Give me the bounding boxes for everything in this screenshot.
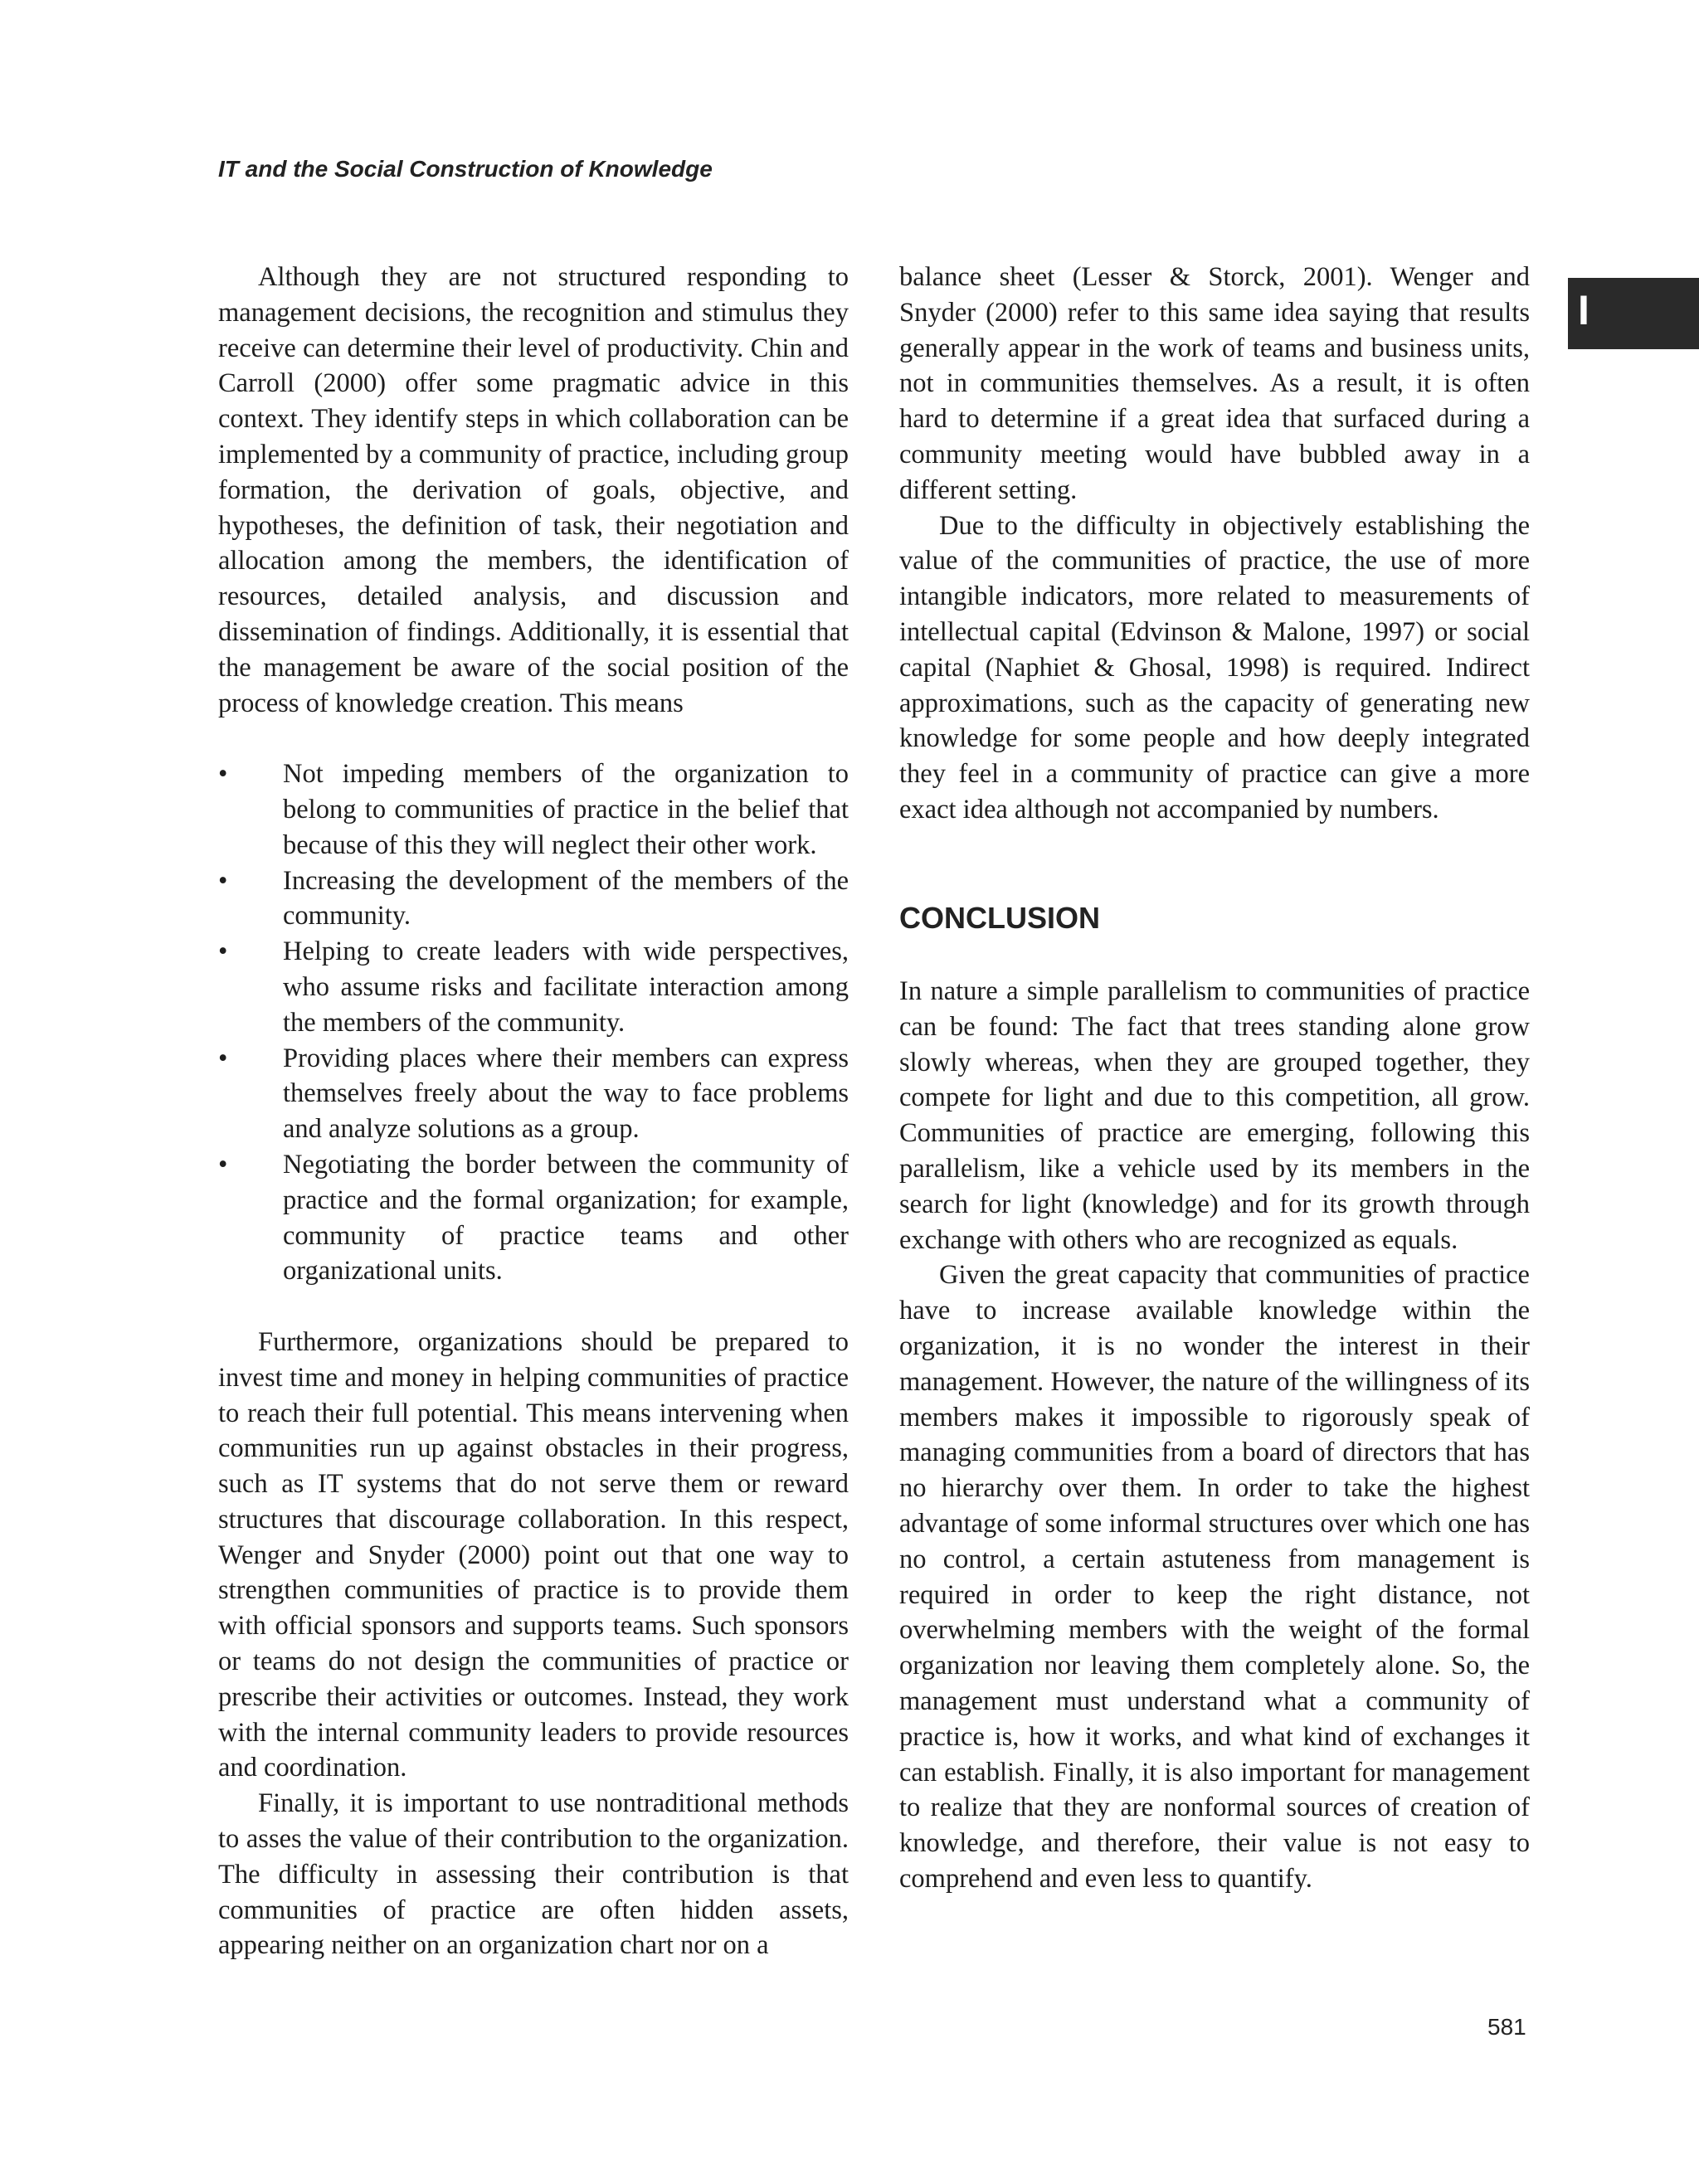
- list-item: [218, 863, 849, 935]
- conclusion-paragraph-1: In nature a simple parallelism to communities of practice can be found: The fact that trees standing alone grow slowly whereas, when they are grouped together, they compete for light and due to this competition, all grow. Communities of practice are emerging, following this parallelism, like a vehicle used by its members in the search for light (knowledge) and for its growth through exchange with others who are recognized as equals.: [899, 976, 1530, 1255]
- left-paragraph-2: Furthermore, organizations should be prepared to invest time and money in helping communities of practice to reach their full potential. This means intervening when communities run up against obstacles in their progress, such as IT systems that do not serve them or reward structures that discourage collaboration. In this respect, Wenger and Snyder (2000) point out that one way to strengthen communities of practice is to provide them with official sponsors and supports teams. Such sponsors or teams do not design the communities of practice or prescribe their activities or outcomes. Instead, they work with the internal community leaders to provide resources and coordination.: [218, 1326, 849, 1783]
- right-paragraph-1: balance sheet (Lesser & Storck, 2001). Wenger and Snyder (2000) refer to this same idea saying that results generally appear in the work of teams and business units, not in communities themselves. As a result, it is often hard to determine if a great idea that surfaced during a community meeting would have bubbled away in a different setting.: [899, 262, 1530, 505]
- list-item-text: Negotiating the border between the community of practice and the formal organization; for example, community of practice teams and other organizational units.: [283, 1149, 849, 1287]
- list-item-text: Providing places where their members can express themselves freely about the way to face problems and analyze solutions as a group.: [283, 1043, 849, 1145]
- list-item: [218, 934, 849, 1040]
- right-column-lower: [899, 974, 1530, 1897]
- bullet-marker: •: [218, 865, 228, 896]
- list-item-text: Increasing the development of the members of the community.: [283, 865, 849, 931]
- page-number: 581: [1487, 2014, 1526, 2040]
- right-paragraph-2: Due to the difficulty in objectively establishing the value of the communities of practice, the use of more intangible indicators, more related to measurements of intellectual capital (Edvinson & Malone, 1997) or social capital (Naphiet & Ghosal, 1998) is required. Indirect approximations, such as the capacity of generating new knowledge for some people and how deeply integrated they feel in a community of practice can give a more exact idea although not accompanied by numbers.: [899, 510, 1530, 824]
- section-heading-conclusion: CONCLUSION: [899, 901, 1100, 935]
- left-column: [218, 260, 849, 1963]
- section-tab-letter: I: [1578, 287, 1589, 333]
- right-column-upper: [899, 260, 1530, 828]
- list-item: [218, 756, 849, 863]
- recommendations-list: [218, 756, 849, 1289]
- bullet-marker: •: [218, 759, 228, 790]
- conclusion-paragraph-2: Given the great capacity that communities of practice have to increase available knowledge within the organization, it is no wonder the interest in their management. However, the nature of the willingness of its members makes it impossible to rigorously speak of managing communities from a board of directors that has no hierarchy over them. In order to take the highest advantage of some informal structures over which one has no control, a certain astuteness from management is required in order to keep the right distance, not overwhelming members with the weight of the formal organization nor leaving them completely alone. So, the management must understand what a community of practice is, how it works, and what kind of exchanges it can establish. Finally, it is also important for management to realize that they are nonformal sources of creation of knowledge, and therefore, their value is not easy to comprehend and even less to quantify.: [899, 1260, 1530, 1894]
- bullet-marker: •: [218, 1149, 228, 1180]
- list-item-text: Helping to create leaders with wide perspectives, who assume risks and facilitate interaction among the members of the community.: [283, 936, 849, 1038]
- bullet-marker: •: [218, 1043, 228, 1073]
- list-item: [218, 1041, 849, 1147]
- list-item-text: Not impeding members of the organization to belong to communities of practice in the belief that because of this they will neglect their other work.: [283, 759, 849, 860]
- bullet-marker: •: [218, 936, 228, 967]
- running-title: IT and the Social Construction of Knowledge: [218, 156, 713, 182]
- left-paragraph-1: Although they are not structured responding to management decisions, the recognition and stimulus they receive can determine their level of productivity. Chin and Carroll (2000) offer some pragmatic advice in this context. They identify steps in which collaboration can be implemented by a community of practice, including group formation, the derivation of goals, objective, and hypotheses, the definition of task, their negotiation and allocation among the members, the identification of resources, detailed analysis, and discussion and dissemination of findings. Additionally, it is essential that the management be aware of the social position of the process of knowledge creation. This means: [218, 262, 849, 718]
- list-item: [218, 1147, 849, 1289]
- left-paragraph-3: Finally, it is important to use nontraditional methods to asses the value of their contribution to the organization. The difficulty in assessing their contribution is that communities of practice are often hidden assets, appearing neither on an organization chart nor on a: [218, 1788, 849, 1961]
